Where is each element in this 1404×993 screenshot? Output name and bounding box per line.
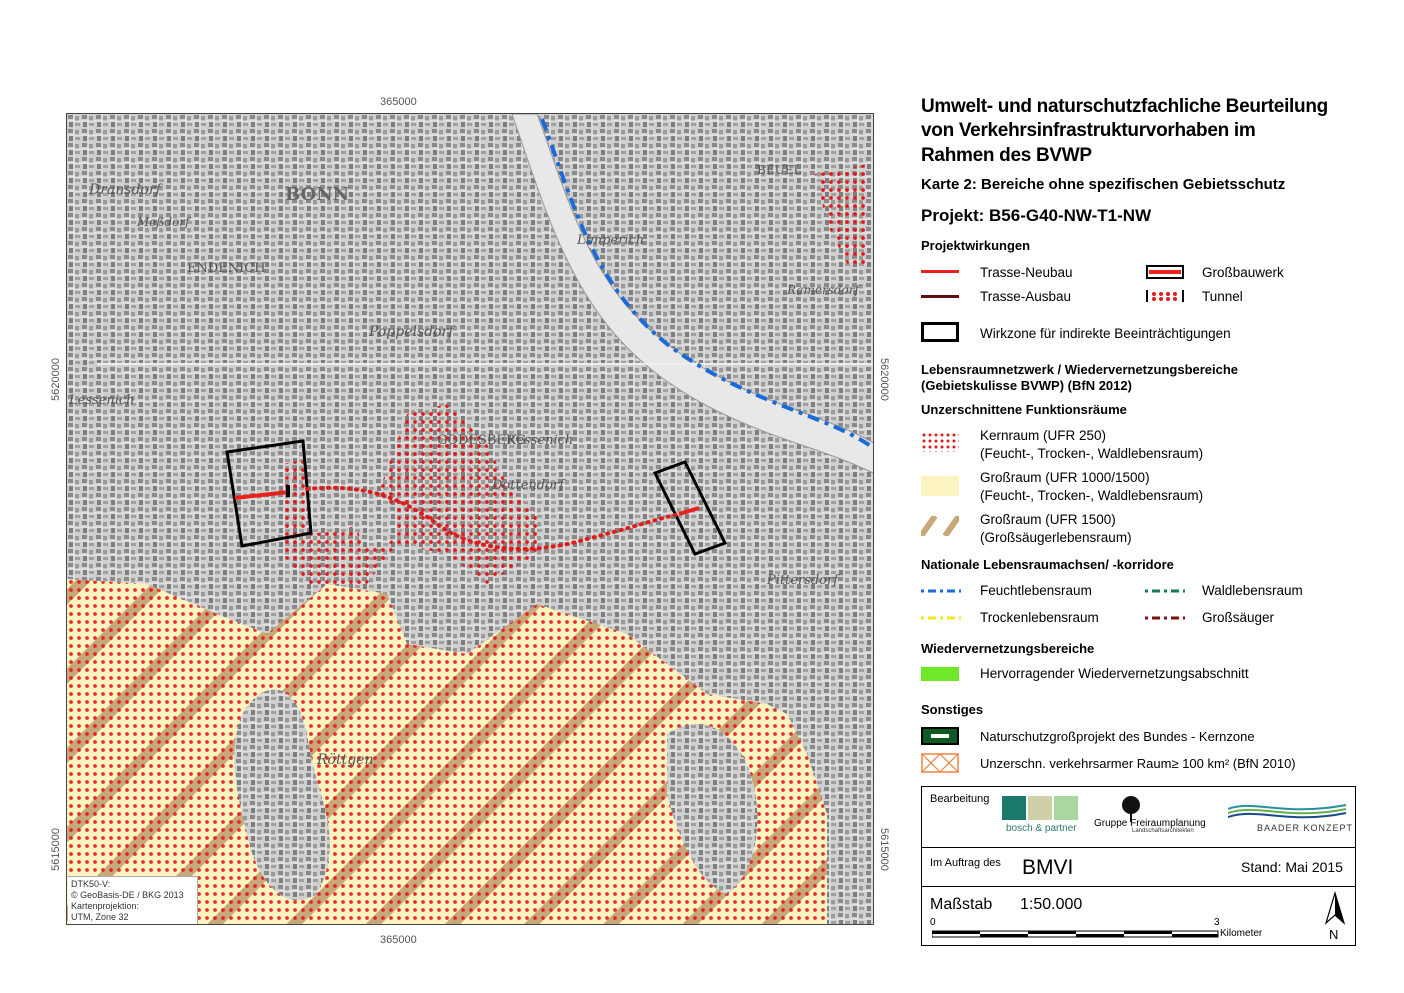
naturschutz-label: Naturschutzgroßprojekt des Bundes - Kernzone — [980, 729, 1255, 744]
legend-title-line-2: von Verkehrsinfrastrukturvorhaben im — [921, 120, 1256, 141]
coord-bottom: 365000 — [380, 934, 417, 946]
logo-baader-text: BAADER KONZEPT — [1257, 823, 1354, 833]
trasse-neubau-swatch — [921, 270, 959, 273]
grossbauwerk-icon — [1145, 264, 1185, 280]
place-label-kessenich: Kessenich — [507, 433, 574, 448]
credit-line-3: Kartenprojektion: — [71, 901, 140, 911]
stand-date: Stand: Mai 2015 — [1241, 859, 1343, 875]
tunnel-icon — [1145, 288, 1185, 304]
grossraum-label-1: Großraum (UFR 1000/1500) — [980, 470, 1150, 485]
grossbauwerk-label: Großbauwerk — [1202, 265, 1284, 280]
place-label-messdorf: Meßdorf — [137, 215, 190, 229]
map-credits — [68, 876, 198, 924]
coord-left-upper: 5620000 — [50, 358, 62, 401]
scale-unit: Kilometer — [1220, 928, 1263, 939]
logo-bosch-text: bosch & partner — [1006, 823, 1077, 834]
grossraum-label-2: (Feucht-, Trocken-, Waldlebensraum) — [980, 488, 1204, 503]
scale-start: 0 — [930, 917, 936, 928]
scale-end: 3 — [1214, 917, 1220, 928]
place-label-beuel: BEUEL — [757, 163, 802, 177]
section-achsen: Nationale Lebensraumachsen/ -korridore — [921, 557, 1174, 572]
massstab-value: 1:50.000 — [1020, 896, 1083, 913]
grossraum-saeuger-label-2: (Großsäugerlebensraum) — [980, 530, 1132, 545]
kernraum-label-1: Kernraum (UFR 250) — [980, 428, 1107, 443]
kernraum-label-2: (Feucht-, Trocken-, Waldlebensraum) — [980, 446, 1204, 461]
north-label: N — [1329, 927, 1339, 942]
wirkzone-label: Wirkzone für indirekte Beeinträchtigungen — [980, 326, 1231, 341]
wirkzone-swatch — [921, 322, 959, 342]
place-label-endenich: ENDENICH — [187, 261, 266, 276]
coord-right-lower: 5615000 — [878, 828, 890, 871]
info-divider-1 — [922, 847, 1355, 848]
grossraum-saeuger-swatch — [921, 516, 959, 536]
credit-line-2: © GeoBasis-DE / BKG 2013 — [71, 890, 184, 900]
place-label-limperich: Limperich — [577, 233, 645, 248]
map-canvas — [67, 114, 874, 925]
place-label-ramersdorf: Ramersdorf — [787, 283, 859, 297]
baader-waves-icon — [1228, 799, 1348, 823]
unzerschn-swatch — [921, 753, 959, 773]
trasse-ausbau-label: Trasse-Ausbau — [980, 289, 1072, 304]
info-box — [921, 786, 1356, 946]
auftraggeber: BMVI — [1022, 856, 1074, 879]
north-arrow-icon — [1324, 891, 1346, 925]
grossraum-swatch — [921, 476, 959, 496]
section-projektwirkungen: Projektwirkungen — [921, 238, 1031, 253]
kernraum-swatch — [921, 432, 959, 452]
place-label-godesberg: GODESBERG — [437, 433, 527, 448]
info-divider-2 — [922, 886, 1355, 887]
trasse-neubau-label: Trasse-Neubau — [980, 265, 1073, 280]
logo-bosch-block-3 — [1054, 796, 1078, 820]
section-lebensraum-line-1: Lebensraumnetzwerk / Wiedervernetzungsbereiche — [921, 362, 1239, 377]
place-label-poppelsdorf: Poppelsdorf — [369, 324, 454, 340]
logo-gruppe-text-1: Gruppe Freiraumplanung — [1094, 818, 1206, 829]
map-frame[interactable] — [66, 113, 874, 925]
coord-right-upper: 5620000 — [878, 358, 890, 401]
place-label-roettgen: Röttgen — [317, 752, 374, 768]
place-label-bonn: BONN — [285, 184, 350, 205]
legend-title-line-3: Rahmen des BVWP — [921, 145, 1092, 166]
logo-bosch-block-1 — [1002, 796, 1026, 820]
scale-bar — [932, 930, 1222, 940]
feucht-label: Feuchtlebensraum — [980, 583, 1092, 598]
auftrag-label: Im Auftrag des — [930, 857, 1001, 869]
logo-bosch-block-2 — [1028, 796, 1052, 820]
naturschutz-swatch — [921, 727, 959, 745]
tunnel-label: Tunnel — [1202, 289, 1243, 304]
place-label-lessenich: Lessenich — [69, 393, 135, 408]
coord-left-lower: 5615000 — [50, 828, 62, 871]
hervorragend-label: Hervorragender Wiedervernetzungsabschnitt — [980, 666, 1249, 681]
section-wiedervernetzung: Wiedervernetzungsbereiche — [921, 641, 1095, 656]
grossraum-saeuger-label-1: Großraum (UFR 1500) — [980, 512, 1116, 527]
bearbeitung-label: Bearbeitung — [930, 793, 990, 805]
hervorragend-swatch — [921, 667, 959, 681]
coord-top: 365000 — [380, 96, 417, 108]
credit-line-4: UTM, Zone 32 — [71, 912, 129, 922]
trocken-label: Trockenlebensraum — [980, 610, 1099, 625]
map-subtitle: Karte 2: Bereiche ohne spezifischen Gebietsschutz — [921, 176, 1286, 193]
grosssaeuger-label: Großsäuger — [1202, 610, 1275, 625]
section-unzerschnittene: Unzerschnittene Funktionsräume — [921, 402, 1127, 417]
place-label-dottendorf: Dottendorf — [492, 478, 564, 493]
legend-title-line-1: Umwelt- und naturschutzfachliche Beurteilung — [921, 96, 1328, 117]
trocken-axis-swatch — [921, 611, 961, 625]
place-label-dransdorf: Dransdorf — [89, 182, 161, 198]
section-lebensraum-line-2: (Gebietskulisse BVWP) (BfN 2012) — [921, 378, 1132, 393]
project-id: Projekt: B56-G40-NW-T1-NW — [921, 206, 1152, 225]
grosssaeuger-axis-swatch — [1145, 611, 1185, 625]
wald-axis-swatch — [1145, 584, 1185, 598]
wald-label: Waldlebensraum — [1202, 583, 1303, 598]
section-sonstiges: Sonstiges — [921, 702, 984, 717]
massstab-label: Maßstab — [930, 896, 993, 913]
unzerschn-label: Unzerschn. verkehrsarmer Raum≥ 100 km² (BfN 2010) — [980, 756, 1296, 771]
credit-line-1: DTK50-V: — [71, 879, 111, 889]
trasse-ausbau-swatch — [921, 295, 959, 298]
place-label-pittersdorf: Pittersdorf — [767, 573, 839, 588]
feucht-axis-swatch — [921, 584, 961, 598]
logo-gruppe-text-2: Landschaftsarchitekten — [1132, 828, 1194, 834]
